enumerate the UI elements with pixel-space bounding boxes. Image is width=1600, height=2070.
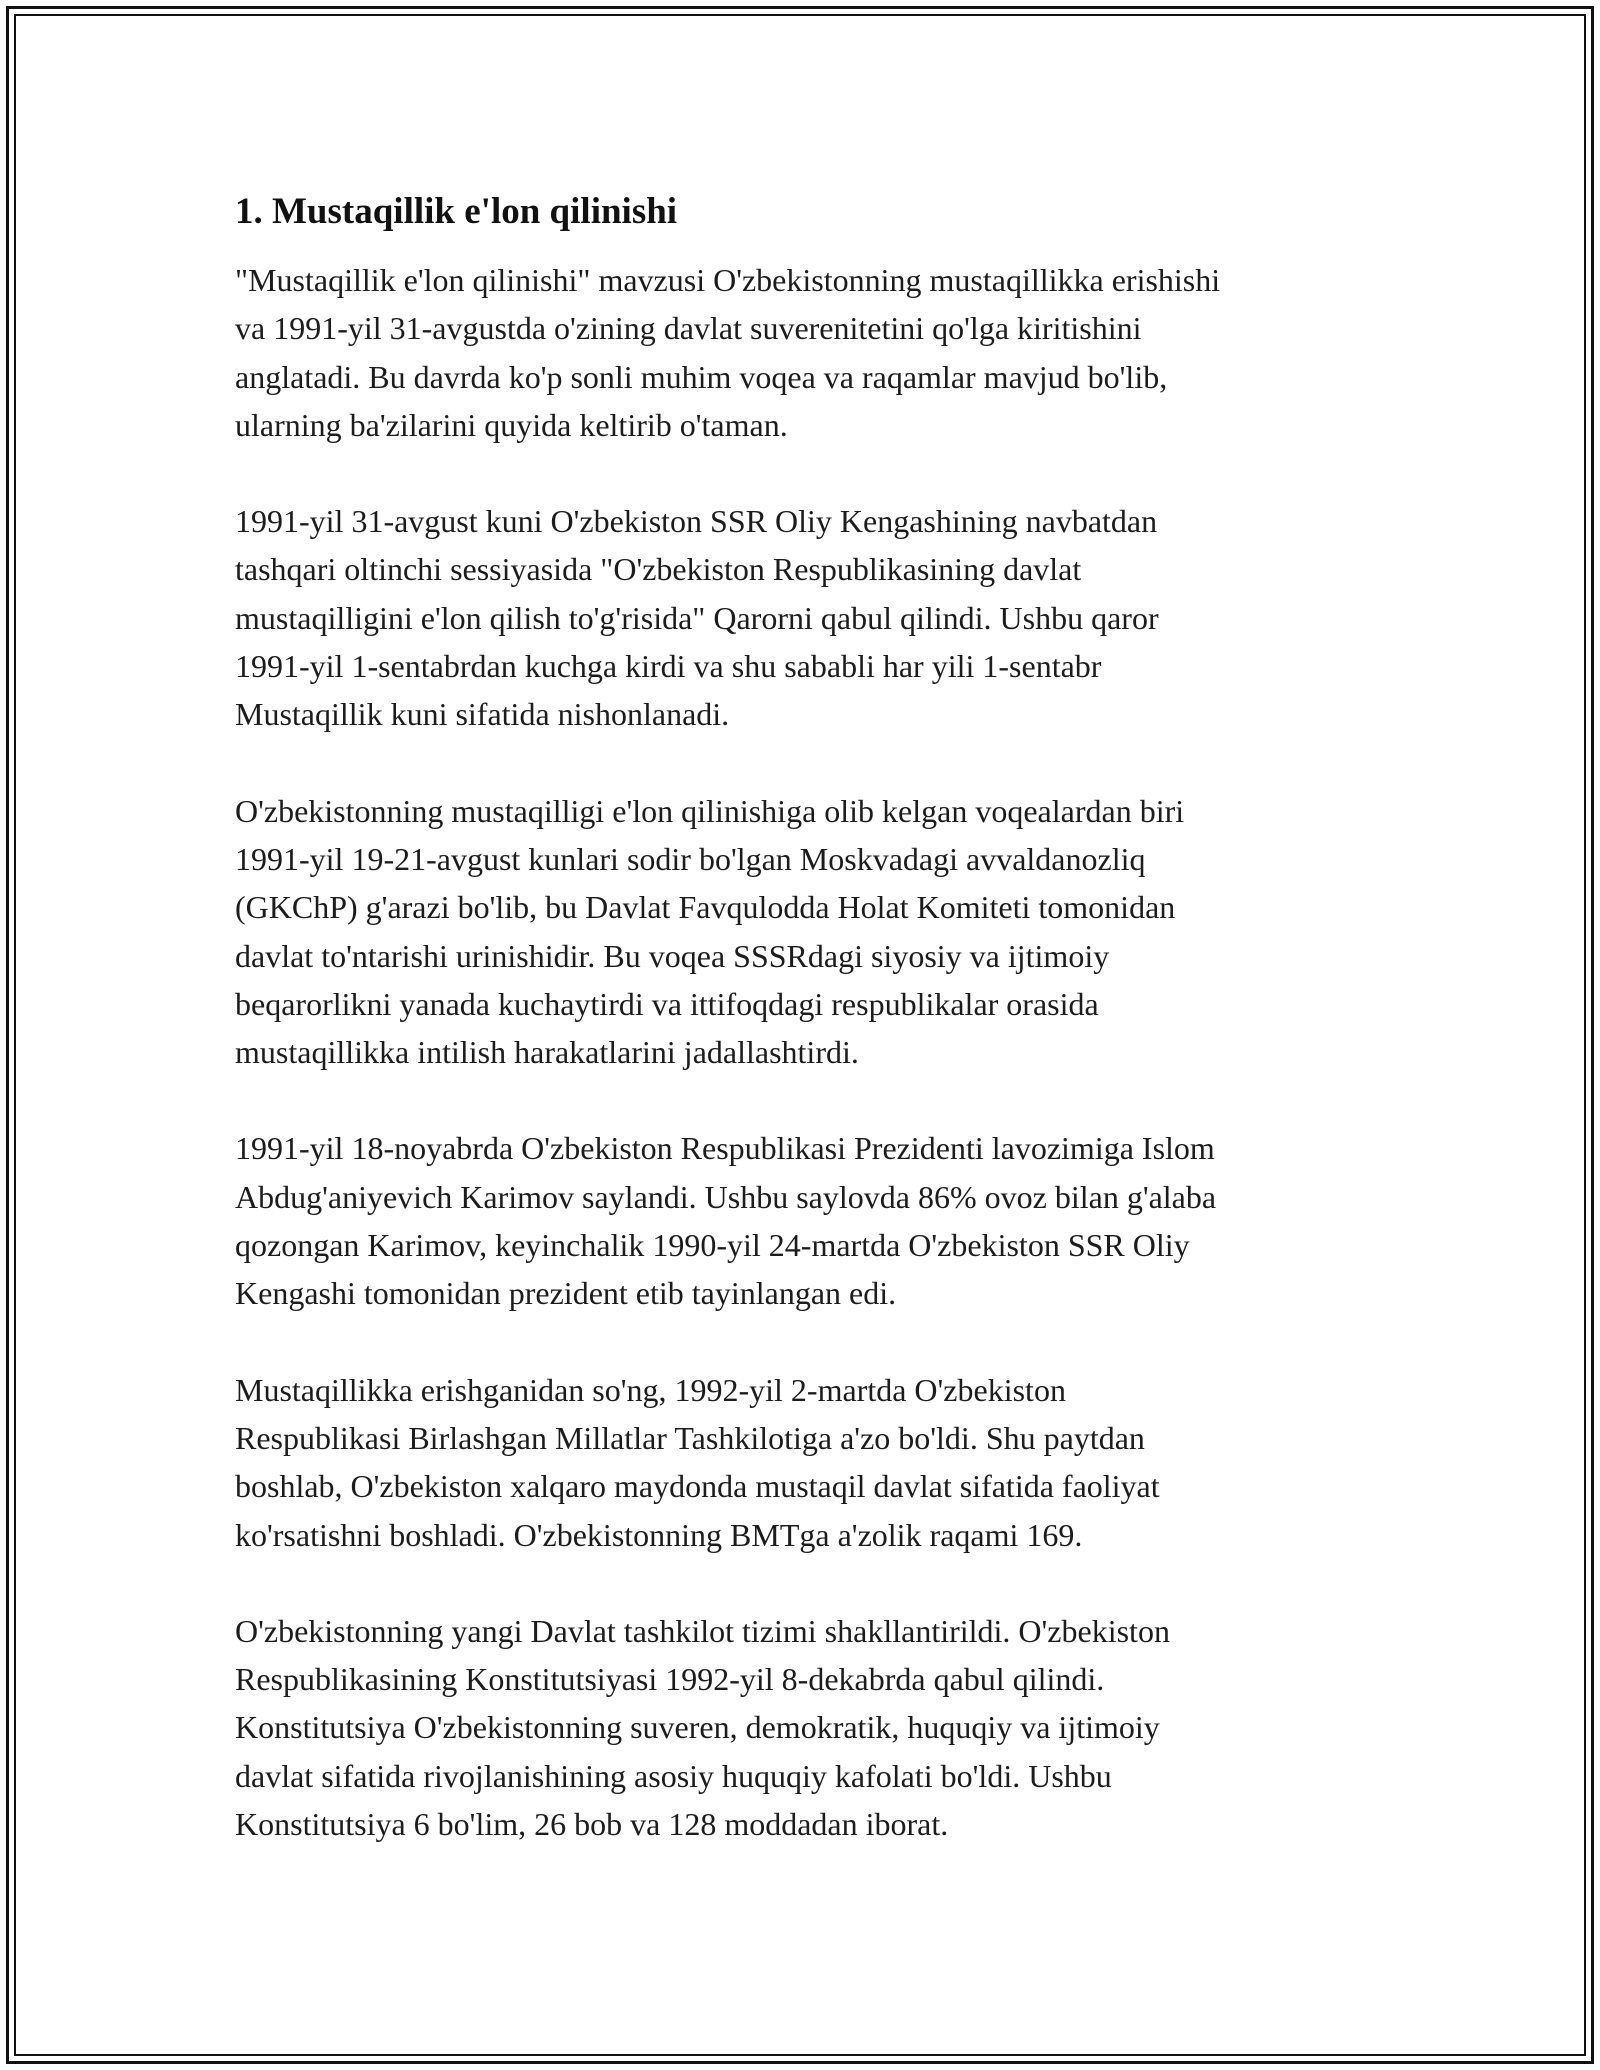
paragraph-2 — [235, 497, 1395, 738]
paragraph-line: va 1991-yil 31-avgustda o'zining davlat suverenitetini qo'lga kiritishini — [235, 310, 1142, 347]
section-heading: 1. Mustaqillik e'lon qilinishi — [235, 191, 678, 232]
paragraph-line: Respublikasining Konstitutsiyasi 1992-yil 8-dekabrda qabul qilindi. — [235, 1661, 1105, 1698]
paragraph-line: davlat sifatida rivojlanishining asosiy huquqiy kafolati bo'ldi. Ushbu — [235, 1757, 1112, 1794]
paragraph-line: (GKChP) g'arazi bo'lib, bu Davlat Favqulodda Holat Komiteti tomonidan — [235, 889, 1176, 926]
paragraph-line: Konstitutsiya O'zbekistonning suveren, demokratik, huquqiy va ijtimoiy — [235, 1709, 1160, 1746]
paragraph-line: Kengashi tomonidan prezident etib tayinlangan edi. — [235, 1275, 897, 1312]
paragraph-line: mustaqillikka intilish harakatlarini jadallashtirdi. — [235, 1034, 859, 1071]
paragraph-line: davlat to'ntarishi urinishidir. Bu voqea SSSRdagi siyosiy va ijtimoiy — [235, 937, 1110, 974]
paragraph-line: ularning ba'zilarini quyida keltirib o'taman. — [235, 406, 788, 443]
paragraph-line: O'zbekistonning mustaqilligi e'lon qilinishiga olib kelgan voqealardan biri — [235, 792, 1185, 829]
paragraph-line: O'zbekistonning yangi Davlat tashkilot tizimi shakllantirildi. O'zbekiston — [235, 1612, 1170, 1649]
paragraph-line: Konstitutsiya 6 bo'lim, 26 bob va 128 moddadan iborat. — [235, 1806, 949, 1843]
paragraph-line: Respublikasi Birlashgan Millatlar Tashkilotiga a'zo bo'ldi. Shu paytdan — [235, 1419, 1145, 1456]
paragraph-1 — [235, 256, 1395, 449]
paragraph-list — [235, 256, 1395, 1848]
paragraph-line: 1991-yil 1-sentabrdan kuchga kirdi va shu sababli har yili 1-sentabr — [235, 648, 1102, 685]
paragraph-6 — [235, 1607, 1395, 1848]
paragraph-line: tashqari oltinchi sessiyasida "O'zbekiston Respublikasining davlat — [235, 551, 1082, 588]
paragraph-line: mustaqilligini e'lon qilish to'g'risida" Qarorni qabul qilindi. Ushbu qaror — [235, 599, 1159, 636]
document-content — [235, 188, 1395, 1896]
paragraph-4 — [235, 1124, 1395, 1317]
paragraph-line: 1991-yil 19-21-avgust kunlari sodir bo'lgan Moskvadagi avvaldanozliq — [235, 840, 1146, 877]
paragraph-line: Abdug'aniyevich Karimov saylandi. Ushbu saylovda 86% ovoz bilan g'alaba — [235, 1178, 1217, 1215]
paragraph-line: 1991-yil 18-noyabrda O'zbekiston Respublikasi Prezidenti lavozimiga Islom — [235, 1130, 1215, 1167]
paragraph-line: Mustaqillik kuni sifatida nishonlanadi. — [235, 696, 730, 733]
paragraph-line: ko'rsatishni boshladi. O'zbekistonning BMTga a'zolik raqami 169. — [235, 1516, 1083, 1553]
paragraph-line: boshlab, O'zbekiston xalqaro maydonda mustaqil davlat sifatida faoliyat — [235, 1468, 1160, 1505]
paragraph-line: qozongan Karimov, keyinchalik 1990-yil 24-martda O'zbekiston SSR Oliy — [235, 1227, 1190, 1264]
paragraph-3 — [235, 787, 1395, 1077]
paragraph-line: "Mustaqillik e'lon qilinishi" mavzusi O'zbekistonning mustaqillikka erishishi — [235, 262, 1221, 298]
paragraph-line: anglatadi. Bu davrda ko'p sonli muhim voqea va raqamlar mavjud bo'lib, — [235, 358, 1168, 395]
paragraph-line: beqarorlikni yanada kuchaytirdi va ittifoqdagi respublikalar orasida — [235, 985, 1099, 1022]
paragraph-5 — [235, 1366, 1395, 1559]
paragraph-line: 1991-yil 31-avgust kuni O'zbekiston SSR Oliy Kengashining navbatdan — [235, 503, 1158, 540]
paragraph-line: Mustaqillikka erishganidan so'ng, 1992-yil 2-martda O'zbekiston — [235, 1371, 1066, 1408]
